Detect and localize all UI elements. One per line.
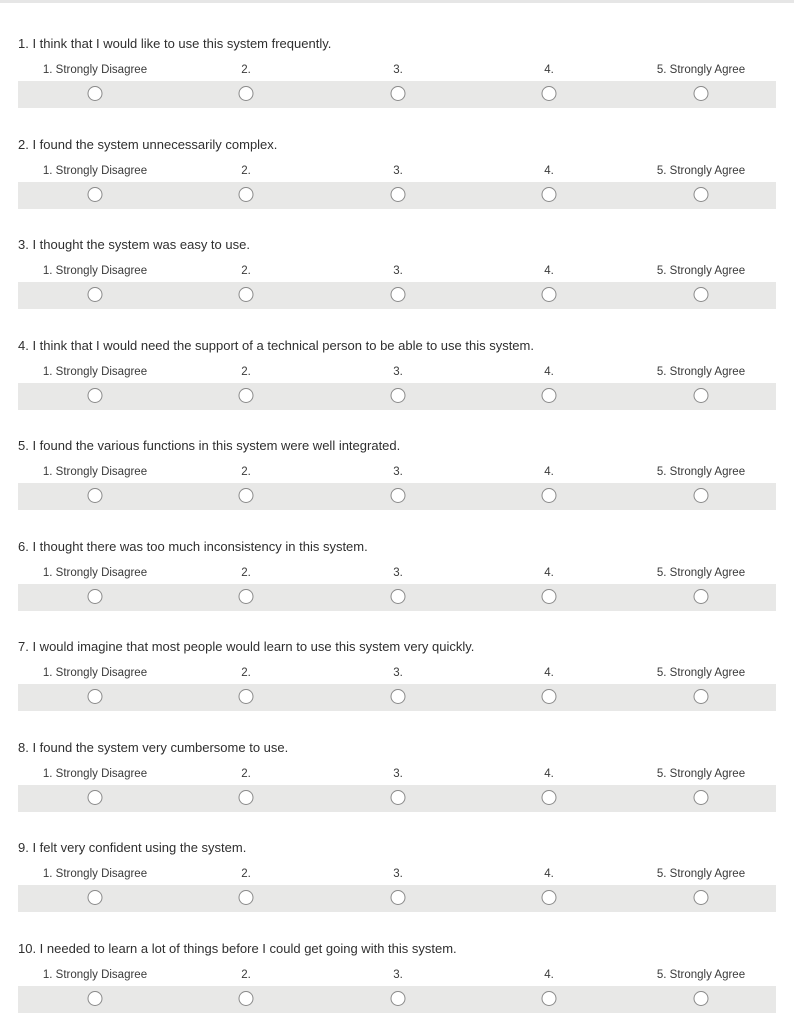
scale-label-5: 5. Strongly Agree: [656, 265, 746, 277]
question-text: 4. I think that I would need the support of a technical person to be able to use this system.: [18, 337, 534, 353]
scale-label-4: 4.: [544, 566, 554, 579]
scale-label-4: 4.: [544, 466, 554, 478]
scale-label-1: 1. Strongly Disagree: [42, 667, 148, 679]
question-text: 7. I would imagine that most people would learn to use this system very quickly.: [18, 639, 475, 654]
scale-label-1: 1. Strongly Disagree: [42, 64, 148, 76]
question-3: [0, 201, 794, 301]
radio-option-5[interactable]: [694, 991, 709, 1006]
radio-option-3[interactable]: [391, 589, 406, 604]
scale-label-2: 2.: [241, 868, 251, 880]
scale-label-5: 5. Strongly Agree: [656, 968, 746, 981]
radio-option-1[interactable]: [88, 86, 103, 101]
question-6: [0, 503, 794, 603]
radio-option-1[interactable]: [88, 890, 103, 905]
question-text: 5. I found the various functions in this system were well integrated.: [18, 438, 401, 453]
scale-label-1: 1. Strongly Disagree: [42, 566, 148, 579]
radio-option-5[interactable]: [694, 488, 709, 503]
question-text: 2. I found the system unnecessarily complex.: [18, 136, 278, 152]
question-10: [0, 905, 794, 1005]
radio-option-3[interactable]: [391, 86, 406, 101]
question-1: [0, 0, 794, 100]
radio-option-5[interactable]: [694, 287, 709, 302]
radio-option-3[interactable]: [391, 991, 406, 1006]
radio-option-5[interactable]: [694, 187, 709, 202]
radio-option-5[interactable]: [694, 890, 709, 905]
radio-option-2[interactable]: [239, 991, 254, 1006]
radio-option-2[interactable]: [239, 388, 254, 403]
scale-label-5: 5. Strongly Agree: [656, 868, 746, 880]
scale-label-2: 2.: [241, 164, 251, 177]
scale-label-3: 3.: [393, 566, 403, 579]
scale-label-4: 4.: [544, 667, 554, 679]
radio-option-3[interactable]: [391, 187, 406, 202]
scale-label-4: 4.: [544, 767, 554, 780]
question-text: 3. I thought the system was easy to use.: [18, 237, 250, 252]
scale-label-3: 3.: [393, 265, 403, 277]
radio-option-2[interactable]: [239, 890, 254, 905]
radio-option-3[interactable]: [391, 488, 406, 503]
radio-option-2[interactable]: [239, 86, 254, 101]
scale-label-2: 2.: [241, 968, 251, 981]
scale-label-1: 1. Strongly Disagree: [42, 968, 148, 981]
scale-label-1: 1. Strongly Disagree: [42, 466, 148, 478]
scale-label-5: 5. Strongly Agree: [656, 767, 746, 780]
radio-option-1[interactable]: [88, 689, 103, 704]
radio-option-5[interactable]: [694, 689, 709, 704]
scale-label-3: 3.: [393, 667, 403, 679]
radio-option-4[interactable]: [542, 86, 557, 101]
question-9: [0, 804, 794, 904]
scale-label-3: 3.: [393, 365, 403, 378]
question-text: 9. I felt very confident using the system.: [18, 840, 247, 855]
scale-label-1: 1. Strongly Disagree: [42, 365, 148, 378]
scale-label-1: 1. Strongly Disagree: [42, 868, 148, 880]
question-2: [0, 101, 794, 201]
scale-label-5: 5. Strongly Agree: [656, 566, 746, 579]
scale-label-1: 1. Strongly Disagree: [42, 164, 148, 177]
radio-option-2[interactable]: [239, 589, 254, 604]
scale-label-2: 2.: [241, 265, 251, 277]
radio-option-4[interactable]: [542, 287, 557, 302]
radio-option-1[interactable]: [88, 287, 103, 302]
radio-option-1[interactable]: [88, 790, 103, 805]
radio-option-5[interactable]: [694, 790, 709, 805]
radio-option-4[interactable]: [542, 187, 557, 202]
scale-label-2: 2.: [241, 767, 251, 780]
question-text: 8. I found the system very cumbersome to use.: [18, 739, 289, 755]
scale-label-3: 3.: [393, 767, 403, 780]
question-text: 6. I thought there was too much inconsistency in this system.: [18, 538, 368, 554]
scale-label-1: 1. Strongly Disagree: [42, 767, 148, 780]
scale-label-4: 4.: [544, 968, 554, 981]
radio-option-4[interactable]: [542, 890, 557, 905]
radio-option-1[interactable]: [88, 187, 103, 202]
scale-label-4: 4.: [544, 265, 554, 277]
radio-option-5[interactable]: [694, 589, 709, 604]
question-5: [0, 402, 794, 502]
scale-label-2: 2.: [241, 566, 251, 579]
radio-option-2[interactable]: [239, 689, 254, 704]
radio-option-2[interactable]: [239, 287, 254, 302]
radio-option-3[interactable]: [391, 689, 406, 704]
scale-label-4: 4.: [544, 64, 554, 76]
radio-option-4[interactable]: [542, 790, 557, 805]
radio-option-1[interactable]: [88, 991, 103, 1006]
scale-label-4: 4.: [544, 868, 554, 880]
scale-label-5: 5. Strongly Agree: [656, 164, 746, 177]
scale-label-2: 2.: [241, 466, 251, 478]
scale-label-3: 3.: [393, 466, 403, 478]
radio-option-3[interactable]: [391, 388, 406, 403]
radio-option-4[interactable]: [542, 488, 557, 503]
scale-label-2: 2.: [241, 64, 251, 76]
scale-label-1: 1. Strongly Disagree: [42, 265, 148, 277]
radio-option-5[interactable]: [694, 388, 709, 403]
scale-label-5: 5. Strongly Agree: [656, 667, 746, 679]
question-text: 1. I think that I would like to use this system frequently.: [18, 36, 332, 51]
radio-option-4[interactable]: [542, 991, 557, 1006]
scale-label-3: 3.: [393, 968, 403, 981]
radio-group: [18, 986, 776, 1013]
question-8: [0, 704, 794, 804]
radio-option-1[interactable]: [88, 589, 103, 604]
radio-option-2[interactable]: [239, 488, 254, 503]
radio-option-1[interactable]: [88, 388, 103, 403]
scale-label-5: 5. Strongly Agree: [656, 64, 746, 76]
radio-option-3[interactable]: [391, 890, 406, 905]
radio-option-4[interactable]: [542, 589, 557, 604]
scale-label-5: 5. Strongly Agree: [656, 365, 746, 378]
radio-option-4[interactable]: [542, 689, 557, 704]
radio-option-2[interactable]: [239, 790, 254, 805]
radio-option-3[interactable]: [391, 790, 406, 805]
radio-option-3[interactable]: [391, 287, 406, 302]
radio-option-2[interactable]: [239, 187, 254, 202]
scale-label-5: 5. Strongly Agree: [656, 466, 746, 478]
scale-label-2: 2.: [241, 667, 251, 679]
radio-option-1[interactable]: [88, 488, 103, 503]
scale-label-3: 3.: [393, 868, 403, 880]
radio-option-5[interactable]: [694, 86, 709, 101]
radio-option-4[interactable]: [542, 388, 557, 403]
scale-label-3: 3.: [393, 164, 403, 177]
scale-label-4: 4.: [544, 164, 554, 177]
question-text: 10. I needed to learn a lot of things before I could get going with this system.: [18, 940, 457, 956]
question-4: [0, 302, 794, 402]
scale-label-4: 4.: [544, 365, 554, 378]
scale-label-2: 2.: [241, 365, 251, 378]
question-7: [0, 603, 794, 703]
scale-label-3: 3.: [393, 64, 403, 76]
